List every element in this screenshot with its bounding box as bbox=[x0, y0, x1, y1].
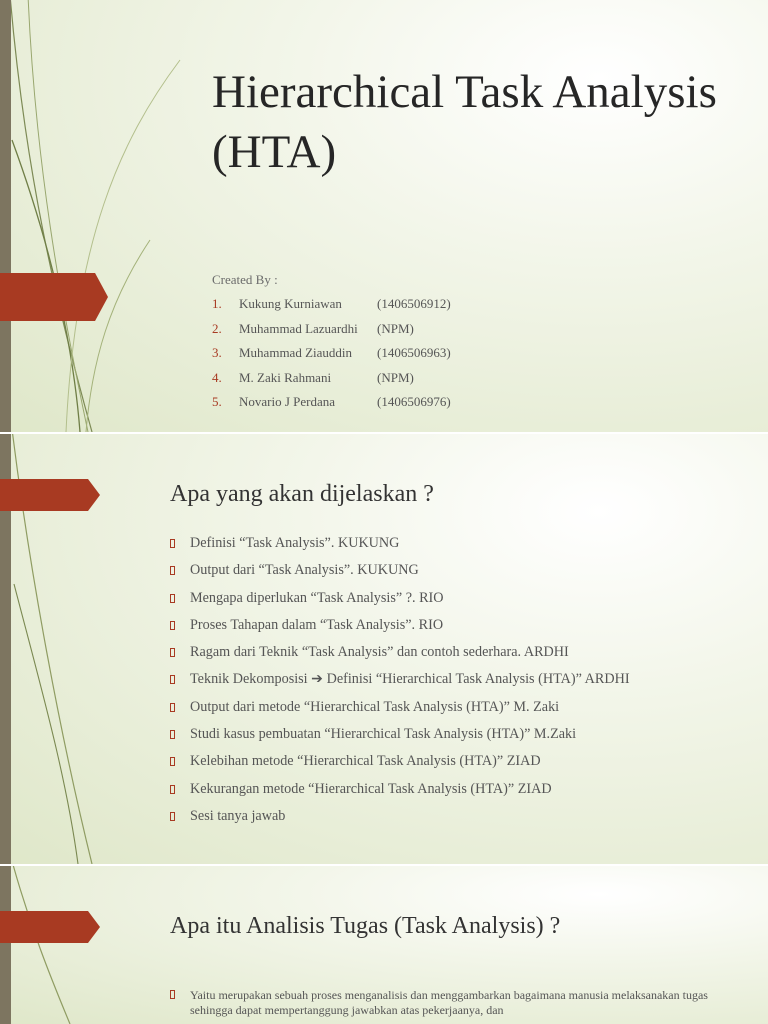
red-arrow-marker bbox=[0, 273, 108, 321]
bullet-icon bbox=[170, 812, 175, 821]
agenda-heading: Apa yang akan dijelaskan ? bbox=[170, 481, 434, 507]
red-arrow-marker bbox=[0, 479, 100, 511]
bullet-icon bbox=[170, 539, 175, 548]
list-item: Kelebihan metode “Hierarchical Task Analysis (HTA)” ZIAD bbox=[170, 753, 630, 780]
bullet-icon bbox=[170, 730, 175, 739]
definition-slide bbox=[0, 866, 768, 1024]
created-by-label: Created By : bbox=[212, 272, 278, 287]
bullet-icon bbox=[170, 566, 175, 575]
author-name: Muhammad Lazuardhi bbox=[239, 320, 358, 336]
list-item: Studi kasus pembuatan “Hierarchical Task Analysis (HTA)” M.Zaki bbox=[170, 726, 630, 753]
list-item: Definisi “Task Analysis”. KUKUNG bbox=[170, 535, 630, 562]
author-name: Kukung Kurniawan bbox=[239, 296, 342, 311]
author-npm: (1406506912) bbox=[377, 296, 451, 311]
bullet-icon bbox=[170, 594, 175, 603]
presentation-title: Hierarchical Task Analysis (HTA) bbox=[212, 66, 717, 178]
definition-heading: Apa itu Analisis Tugas (Task Analysis) ? bbox=[170, 913, 561, 939]
title-slide: Hierarchical Task Analysis (HTA) Created By : 1. Kukung Kurniawan (1406506912) 2. Muhammad Lazuardhi (NPM) 3. Muhammad Ziauddin (1406506963) 4. M. Zaki Rahmani (NPM) 5. Novario J Perdana (1406506976) bbox=[0, 0, 768, 432]
list-item: Sesi tanya jawab bbox=[170, 808, 630, 835]
author-npm: (NPM) bbox=[377, 369, 414, 385]
bullet-icon bbox=[170, 990, 175, 999]
list-item: Proses Tahapan dalam “Task Analysis”. RIO bbox=[170, 617, 630, 644]
left-accent-bar bbox=[0, 0, 11, 432]
author-name: Muhammad Ziauddin bbox=[239, 345, 353, 360]
bullet-icon bbox=[170, 785, 175, 794]
list-item: Kekurangan metode “Hierarchical Task Analysis (HTA)” ZIAD bbox=[170, 781, 630, 808]
list-item: Output dari “Task Analysis”. KUKUNG bbox=[170, 562, 630, 589]
bullet-icon bbox=[170, 621, 175, 630]
list-item: Mengapa diperlukan “Task Analysis” ?. RIO bbox=[170, 590, 630, 617]
decorative-curves bbox=[0, 866, 120, 1024]
bullet-icon bbox=[170, 703, 175, 712]
author-npm: (NPM) bbox=[377, 320, 414, 336]
bullet-icon bbox=[170, 757, 175, 766]
list-item: Ragam dari Teknik “Task Analysis” dan contoh sederhara. ARDHI bbox=[170, 644, 630, 671]
agenda-list bbox=[170, 535, 630, 835]
author-npm: (1406506963) bbox=[377, 345, 451, 360]
list-item: Teknik Dekomposisi ➔ Definisi “Hierarchical Task Analysis (HTA)” ARDHI bbox=[170, 671, 630, 698]
list-item: Output dari metode “Hierarchical Task Analysis (HTA)” M. Zaki bbox=[170, 699, 630, 726]
author-npm: (1406506976) bbox=[377, 394, 451, 409]
bullet-icon bbox=[170, 675, 175, 684]
definition-paragraph: Yaitu merupakan sebuah proses menganalisis dan menggambarkan bagaimana manusia melaksanakan tugas sehingga dapat mempertanggung jawabkan atas pekerjaanya, dan bbox=[170, 988, 730, 1018]
left-accent-bar bbox=[0, 866, 11, 1024]
agenda-slide bbox=[0, 434, 768, 864]
decorative-curves bbox=[0, 0, 200, 432]
author-name: M. Zaki Rahmani bbox=[239, 369, 332, 385]
bullet-icon bbox=[170, 648, 175, 657]
author-name: Novario J Perdana bbox=[239, 394, 336, 409]
red-arrow-marker bbox=[0, 911, 100, 943]
